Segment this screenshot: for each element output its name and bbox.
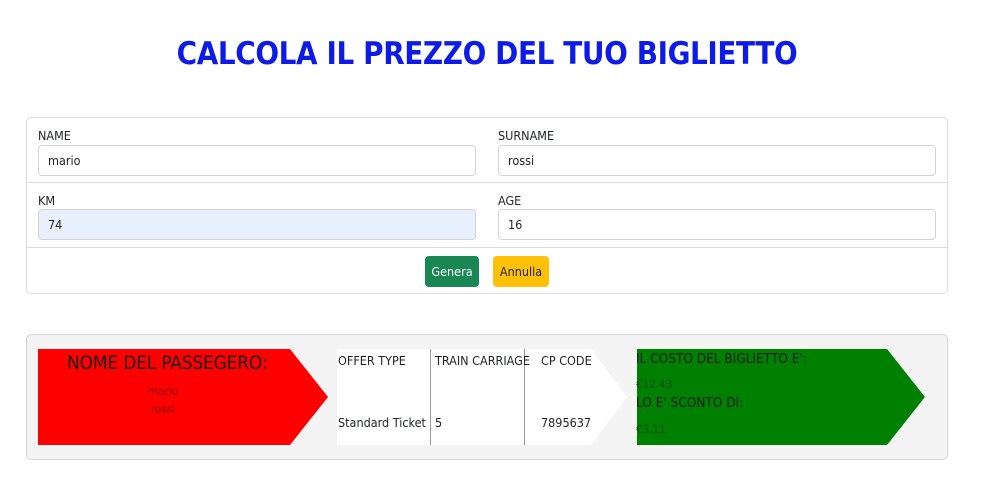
passenger-last-name: rossi	[151, 402, 175, 416]
passenger-heading: NOME DEL PASSEGERO:	[67, 352, 268, 374]
surname-input[interactable]: rossi	[498, 145, 936, 176]
age-label: AGE	[498, 193, 522, 208]
offer-type-header: OFFER TYPE	[338, 353, 406, 368]
discount-value: €3.11	[636, 422, 666, 436]
km-label: KM	[38, 193, 56, 208]
ticket-form	[26, 117, 948, 294]
cost-value: €12.43	[636, 377, 673, 391]
train-carriage-value: 5	[435, 415, 443, 430]
km-input[interactable]: 74	[38, 209, 476, 240]
page-title: CALCOLA IL PREZZO DEL TUO BIGLIETTO	[176, 36, 798, 72]
cancel-button[interactable]: Annulla	[493, 256, 549, 287]
form-buttons-divider	[27, 247, 947, 248]
discount-label: LO E' SCONTO DI:	[636, 395, 744, 411]
form-row-divider	[27, 182, 947, 183]
details-divider	[430, 349, 431, 445]
age-input[interactable]: 16	[498, 209, 936, 240]
ticket-card	[26, 334, 948, 460]
offer-type-value: Standard Ticket	[338, 415, 426, 430]
cp-code-header: CP CODE	[541, 353, 592, 368]
surname-label: SURNAME	[498, 128, 555, 143]
generate-button[interactable]: Genera	[425, 256, 479, 287]
train-carriage-header: TRAIN CARRIAGE	[435, 353, 530, 368]
name-label: NAME	[38, 128, 71, 143]
cp-code-value: 7895637	[541, 415, 592, 430]
passenger-first-name: mario	[148, 384, 178, 398]
name-input[interactable]: mario	[38, 145, 476, 176]
cost-label: IL COSTO DEL BIGLIETTO E':	[636, 351, 807, 367]
